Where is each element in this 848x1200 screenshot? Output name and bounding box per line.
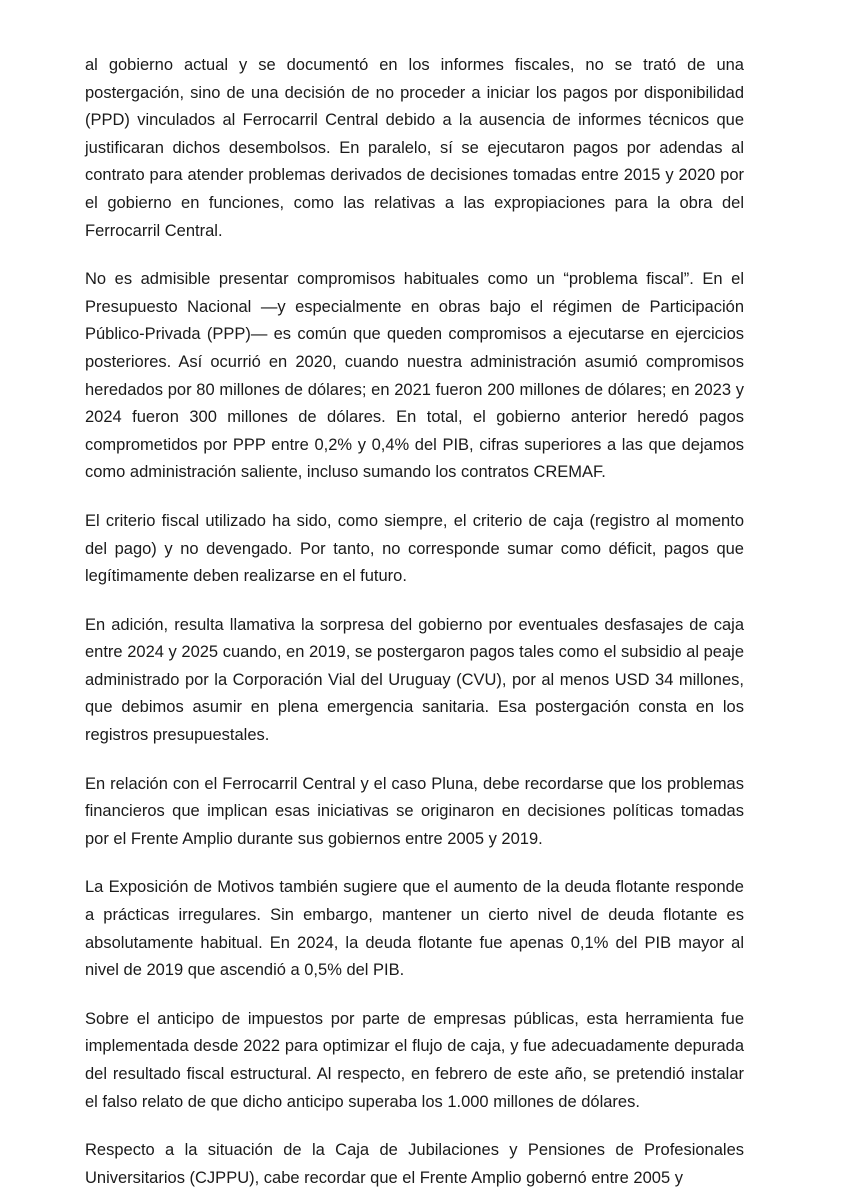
- paragraph-ferrocarril-pluna: En relación con el Ferrocarril Central y el caso Pluna, debe recordarse que los problemas financieros que implican esas iniciativas se originaron en decisiones políticas tomadas por el Frente Amplio durante sus gobiernos entre 2005 y 2019.: [85, 774, 744, 848]
- document-page: [85, 52, 744, 1192]
- paragraph-compromisos-ppp: No es admisible presentar compromisos habituales como un “problema fiscal”. En el Presupuesto Nacional —y especialmente en obras bajo el régimen de Participación Público-Privada (PPP)— es común que queden compromisos a ejecutarse en ejercicios posteriores. Así ocurrió en 2020, cuando nuestra administración asumió compromisos heredados por 80 millones de dólares; en 2021 fueron 200 millones de dólares; en 2023 y 2024 fueron 300 millones de dólares. En total, el gobierno anterior heredó pagos comprometidos por PPP entre 0,2% y 0,4% del PIB, cifras superiores a las que dejamos como administración saliente, incluso sumando los contratos CREMAF.: [85, 270, 744, 482]
- paragraph-anticipo-impuestos: Sobre el anticipo de impuestos por parte de empresas públicas, esta herramienta fue implementada desde 2022 para optimizar el flujo de caja, y fue adecuadamente depurada del resultado fiscal estructural. Al respecto, en febrero de este año, se pretendió instalar el falso relato de que dicho anticipo superaba los 1.000 millones de dólares.: [85, 1009, 744, 1111]
- paragraph-ferrocarril-ppd: al gobierno actual y se documentó en los informes fiscales, no se trató de una postergación, sino de una decisión de no proceder a iniciar los pagos por disponibilidad (PPD) vinculados al Ferrocarril Central debido a la ausencia de informes técnicos que justificaran dichos desembolsos. En paralelo, sí se ejecutaron pagos por adendas al contrato para atender problemas derivados de decisiones tomadas entre 2015 y 2020 por el gobierno en funciones, como las relativas a las expropiaciones para la obra del Ferrocarril Central.: [85, 56, 744, 240]
- paragraph-desfasajes-caja: En adición, resulta llamativa la sorpresa del gobierno por eventuales desfasajes de caja entre 2024 y 2025 cuando, en 2019, se postergaron pagos tales como el subsidio al peaje administrado por la Corporación Vial del Uruguay (CVU), por al menos USD 34 millones, que debimos asumir en plena emergencia sanitaria. Esa postergación consta en los registros presupuestales.: [85, 615, 744, 745]
- paragraph-criterio-fiscal: El criterio fiscal utilizado ha sido, como siempre, el criterio de caja (registro al momento del pago) y no devengado. Por tanto, no corresponde sumar como déficit, pagos que legítimamente deben realizarse en el futuro.: [85, 511, 744, 586]
- paragraph-cjppu: Respecto a la situación de la Caja de Jubilaciones y Pensiones de Profesionales Universitarios (CJPPU), cabe recordar que el Frente Amplio gobernó entre 2005 y: [85, 1141, 744, 1187]
- paragraph-deuda-flotante: La Exposición de Motivos también sugiere que el aumento de la deuda flotante responde a prácticas irregulares. Sin embargo, mantener un cierto nivel de deuda flotante es absolutamente habitual. En 2024, la deuda flotante fue apenas 0,1% del PIB mayor al nivel de 2019 que ascendió a 0,5% del PIB.: [85, 878, 744, 980]
